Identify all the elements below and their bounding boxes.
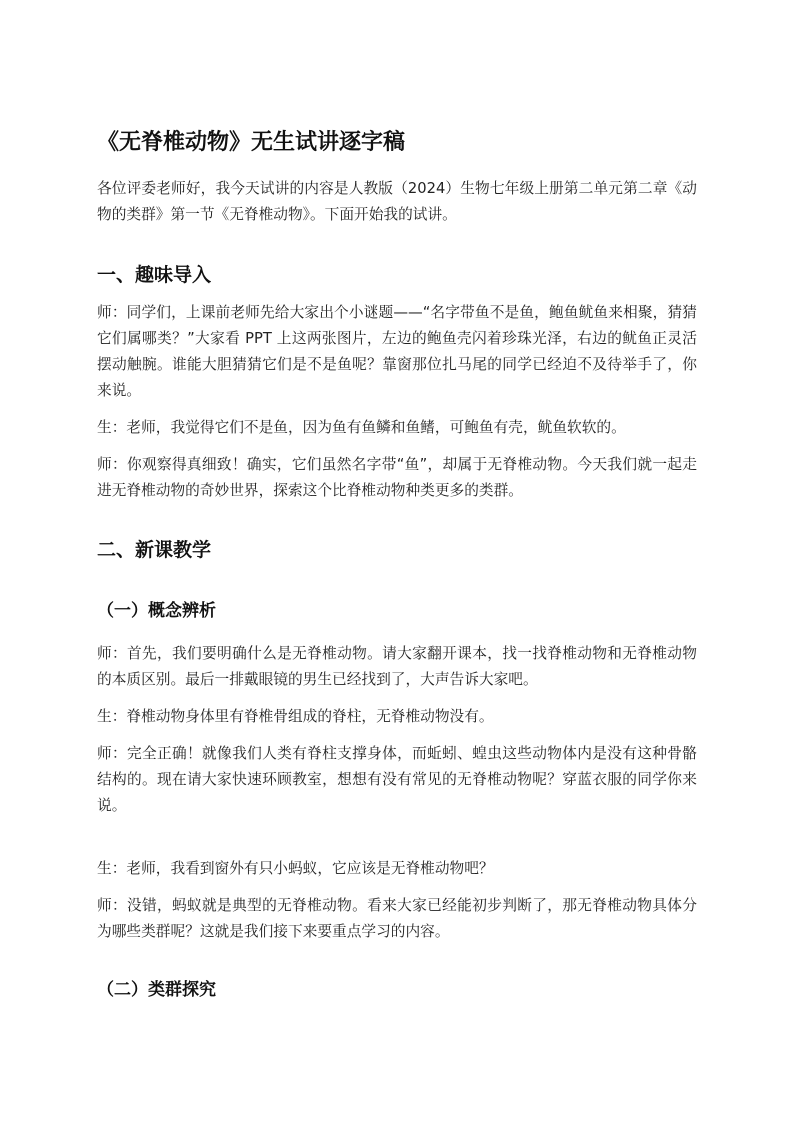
document-content (97, 128, 697, 1004)
subsection-groups (97, 976, 697, 1004)
subsection-heading: （二）类群探究 (97, 980, 216, 1000)
document-title: 《无脊椎动物》无生试讲逐字稿 (97, 130, 406, 155)
section-intro-activity (97, 260, 697, 504)
teacher-paragraph: 师：同学们，上课前老师先给大家出个小谜题——“名字带鱼不是鱼，鲍鱼鱿鱼来相聚，猜猜它们属哪类？”大家看 PPT 上这两张图片，左边的鲍鱼壳闪着珍珠光泽，右边的鱿鱼正灵活摆动触腕。谁能大胆猜猜它们是不是鱼呢？靠窗那位扎马尾的同学已经迫不及待举手了，你来说。 (97, 304, 697, 399)
teacher-paragraph: 师：首先，我们要明确什么是无脊椎动物。请大家翻开课本，找一找脊椎动物和无脊椎动物的本质区别。最后一排戴眼镜的男生已经找到了，大声告诉大家吧。 (97, 645, 697, 688)
section-heading: 一、趣味导入 (97, 264, 212, 286)
intro-paragraph: 各位评委老师好，我今天试讲的内容是人教版（2024）生物七年级上册第二单元第二章《动物的类群》第一节《无脊椎动物》。下面开始我的试讲。 (97, 180, 697, 223)
student-paragraph: 生：老师，我看到窗外有只小蚂蚁，它应该是无脊椎动物吧？ (97, 860, 494, 877)
section-heading: 二、新课教学 (97, 539, 212, 561)
teacher-paragraph: 师：没错，蚂蚁就是典型的无脊椎动物。看来大家已经能初步判断了，那无脊椎动物具体分为哪些类群呢？这就是我们接下来要重点学习的内容。 (97, 897, 697, 940)
subsection-heading: （一）概念辨析 (97, 601, 216, 621)
subsection-concept (97, 597, 697, 945)
student-paragraph: 生：老师，我觉得它们不是鱼，因为鱼有鱼鳞和鱼鳍，可鲍鱼有壳，鱿鱼软软的。 (97, 419, 626, 436)
teacher-paragraph: 师：完全正确！就像我们人类有脊柱支撑身体，而蚯蚓、蝗虫这些动物体内是没有这种骨骼结构的。现在请大家快速环顾教室，想想有没有常见的无脊椎动物呢？穿蓝衣服的同学你来说。 (97, 745, 697, 814)
section-new-lesson (97, 535, 697, 1004)
student-paragraph: 生：脊椎动物身体里有脊椎骨组成的脊柱，无脊椎动物没有。 (97, 708, 494, 725)
teacher-paragraph: 师：你观察得真细致！确实，它们虽然名字带“鱼”，却属于无脊椎动物。今天我们就一起走进无脊椎动物的奇妙世界，探索这个比脊椎动物种类更多的类群。 (97, 456, 697, 499)
